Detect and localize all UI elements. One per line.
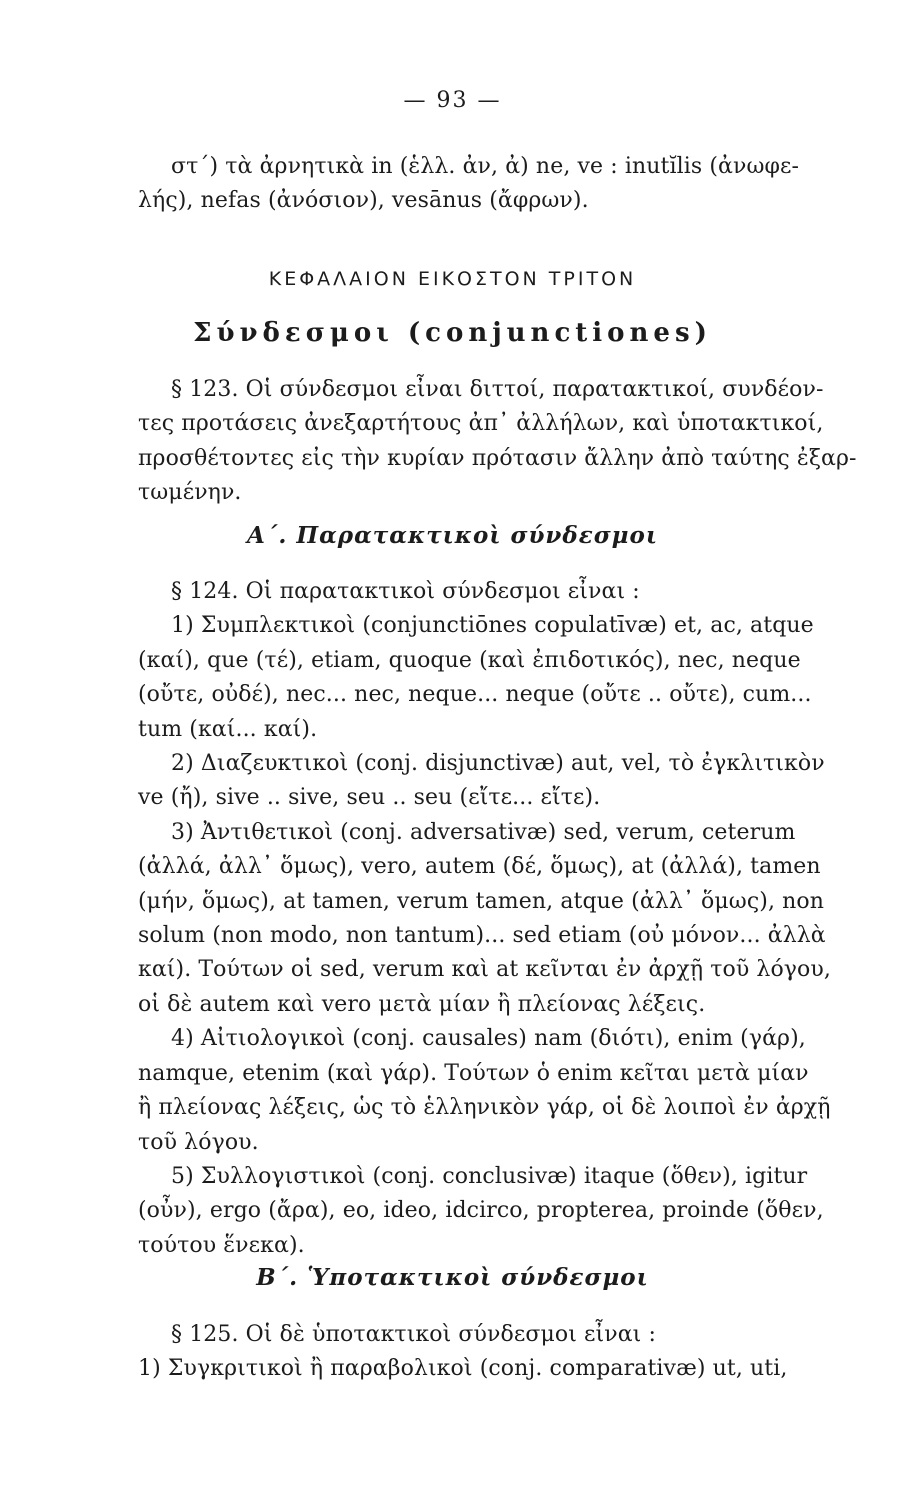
text-line: καί). Τούτων οἱ sed, verum καὶ at κεῖνται ἐν ἀρχῇ τοῦ λόγου, [138,957,831,983]
text-line: 4) Αἰτιολογικοὶ (conj. causales) nam (διότι), enim (γάρ), [171,1026,806,1052]
section-b-heading: Β΄. Ὑποτακτικοὶ σύνδεσμοι [256,1264,649,1291]
text-line: § 124. Οἱ παρατακτικοὶ σύνδεσμοι εἶναι : [171,579,640,604]
text-line: (οὖν), ergo (ἄρα), eo, ideo, idcirco, propterea, proinde (ὅθεν, [138,1198,824,1224]
text-line: 5) Συλλογιστικοὶ (conj. conclusivæ) itaque (ὅθεν), igitur [171,1163,808,1189]
text-line: 3) Ἀντιθετικοὶ (conj. adversativæ) sed, verum, ceterum [171,819,796,845]
text-line: προσθέτοντες εἰς τὴν κυρίαν πρότασιν ἄλλην ἀπὸ ταύτης ἐξαρ- [138,445,857,471]
text-line: τοῦ λόγου. [138,1129,259,1155]
text-line: τες προτάσεις ἀνεξαρτήτους ἀπ᾽ ἀλλήλων, καὶ ὑποτακτικοί, [138,411,824,437]
chapter-title: Σύνδεσμοι (conjunctiones) [193,318,712,348]
text-line: λής), nefas (ἀνόσιον), vesānus (ἄφρων). [138,188,589,214]
text-line: (καί), que (τέ), etiam, quoque (καὶ ἐπιδοτικός), nec, neque [138,647,801,673]
text-line: namque, etenim (καὶ γάρ). Τούτων ὁ enim κεῖται μετὰ μίαν [138,1060,809,1086]
chapter-heading: ΚΕΦΑΛΑΙΟΝ ΕΙΚΟΣΤΟΝ ΤΡΙΤΟΝ [268,268,637,290]
text-line: 2) Διαζευκτικοὶ (conj. disjunctivæ) aut, vel, τὸ ἐγκλιτικὸν [171,751,825,777]
text-line: ve (ἤ), sive .. sive, seu .. seu (εἴτε... εἴτε). [138,785,601,811]
page-number: — 93 — [403,88,502,113]
text-line: ἢ πλείονας λέξεις, ὡς τὸ ἑλληνικὸν γάρ, οἱ δὲ λοιποὶ ἐν ἀρχῇ [138,1095,831,1121]
intro-paragraph [138,150,800,219]
text-line: solum (non modo, non tantum)... sed etiam (οὐ μόνον... ἀλλὰ [138,923,826,949]
text-line: § 125. Οἱ δὲ ὑποτακτικοὶ σύνδεσμοι εἶναι : [171,1322,657,1347]
text-line: 1) Συμπλεκτικοὶ (conjunctiōnes copulatīvæ) et, ac, atque [171,613,814,639]
text-line: 1) Συγκριτικοὶ ἢ παραβολικοὶ (conj. comparativæ) ut, uti, [138,1356,788,1382]
section-a-heading: Α΄. Παρατακτικοὶ σύνδεσμοι [247,522,658,549]
text-line: § 123. Οἱ σύνδεσμοι εἶναι διττοί, παρατακτικοί, συνδέον- [171,377,824,402]
text-line: οἱ δὲ autem καὶ vero μετὰ μίαν ἢ πλείονας λέξεις. [138,991,706,1017]
text-line: (οὔτε, οὐδέ), nec... nec, neque... neque (οὔτε .. οὔτε), cum... [138,682,812,708]
section-a-body [138,575,831,1263]
text-line: (μήν, ὅμως), at tamen, verum tamen, atque (ἀλλ᾽ ὅμως), non [138,888,825,914]
paragraph-123 [138,373,857,511]
section-b-body [138,1318,794,1387]
text-line: τούτου ἕνεκα). [138,1232,305,1258]
text-line: στ΄) τὰ ἀρνητικὰ in (ἑλλ. ἀν, ἀ) ne, ve : inutĭlis (ἀνωφε- [171,154,800,179]
text-line: (ἀλλά, ἀλλ᾽ ὅμως), vero, autem (δέ, ὅμως), at (ἀλλά), tamen [138,854,821,880]
text-line: tum (καί... καί). [138,716,318,742]
text-line: τωμένην. [138,480,242,506]
